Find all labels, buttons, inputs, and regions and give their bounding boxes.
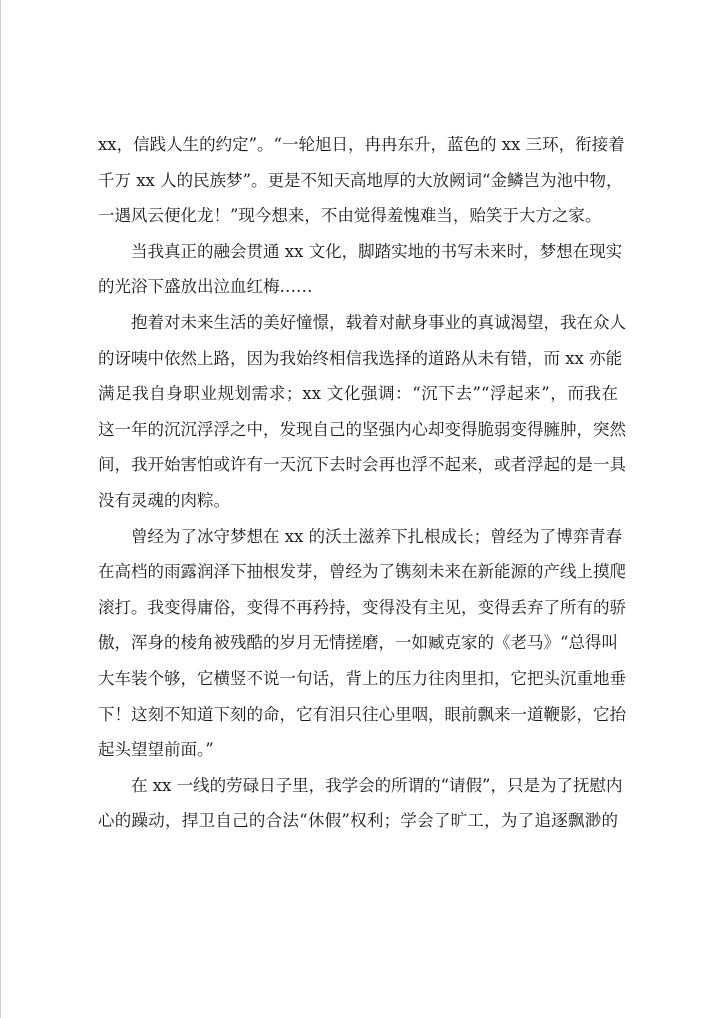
- body-text: [98, 127, 626, 839]
- text-line: 的光浴下盛放出泣血红梅……: [98, 277, 313, 297]
- text-line: 间，我开始害怕或许有一天沉下去时会再也浮不起来，或者浮起的是一具: [98, 455, 626, 475]
- text-line: 抱着对未来生活的美好憧憬，载着对献身事业的真诚渴望，我在众人: [131, 312, 626, 332]
- text-line: 满足我自身职业规划需求；xx 文化强调：“沉下去”“浮起来”，而我在: [98, 384, 618, 404]
- text-line: 滚打。我变得庸俗，变得不再矜持，变得没有主见，变得丢弃了所有的骄: [98, 597, 626, 617]
- text-line: 一遇风云便化龙！”现今想来，不由觉得羞愧难当，贻笑于大方之家。: [98, 206, 602, 226]
- text-line: 起头望望前面。”: [98, 740, 214, 760]
- text-line: 傲，浑身的棱角被残酷的岁月无情搓磨，一如臧克家的《老马》“总得叫: [98, 633, 618, 653]
- text-line: 大车装个够，它横竖不说一句话，背上的压力往肉里扣，它把头沉重地垂: [98, 668, 626, 688]
- text-line: 在 xx 一线的劳碌日子里，我学会的所谓的“请假”，只是为了抚慰内: [131, 775, 623, 795]
- text-line: 心的躁动，捍卫自己的合法“休假”权利；学会了旷工，为了追逐飘渺的: [98, 811, 618, 831]
- text-line: 下！这刻不知道下刻的命，它有泪只往心里咽，眼前飘来一道鞭影，它抬: [98, 704, 626, 724]
- text-line: 没有灵魂的肉粽。: [98, 490, 230, 510]
- text-line: 曾经为了冰守梦想在 xx 的沃土滋养下扎根成长；曾经为了博弈青春: [131, 526, 623, 546]
- text-line: 当我真正的融会贯通 xx 文化，脚踏实地的书写未来时，梦想在现实: [131, 241, 623, 261]
- paragraph-1: [98, 127, 625, 234]
- paragraph-5: [98, 768, 623, 839]
- text-line: 这一年的沉沉浮浮之中，发现自己的坚强内心却变得脆弱变得臃肿，突然: [98, 419, 626, 439]
- text-line: 千万 xx 人的民族梦”。更是不知天高地厚的大放阙词“金鳞岂为池中物，: [98, 170, 623, 190]
- paragraph-2: [98, 234, 623, 305]
- paragraph-4: [98, 519, 626, 768]
- paragraph-3: [98, 305, 626, 519]
- text-line: xx，信践人生的约定”。“一轮旭日，冉冉东升，蓝色的 xx 三环，衔接着: [98, 135, 625, 154]
- text-line: 在高档的雨露润泽下抽根发芽，曾经为了镌刻未来在新能源的产线上摸爬: [98, 562, 626, 582]
- text-line: 的讶咦中依然上路，因为我始终相信我选择的道路从未有错，而 xx 亦能: [98, 348, 623, 368]
